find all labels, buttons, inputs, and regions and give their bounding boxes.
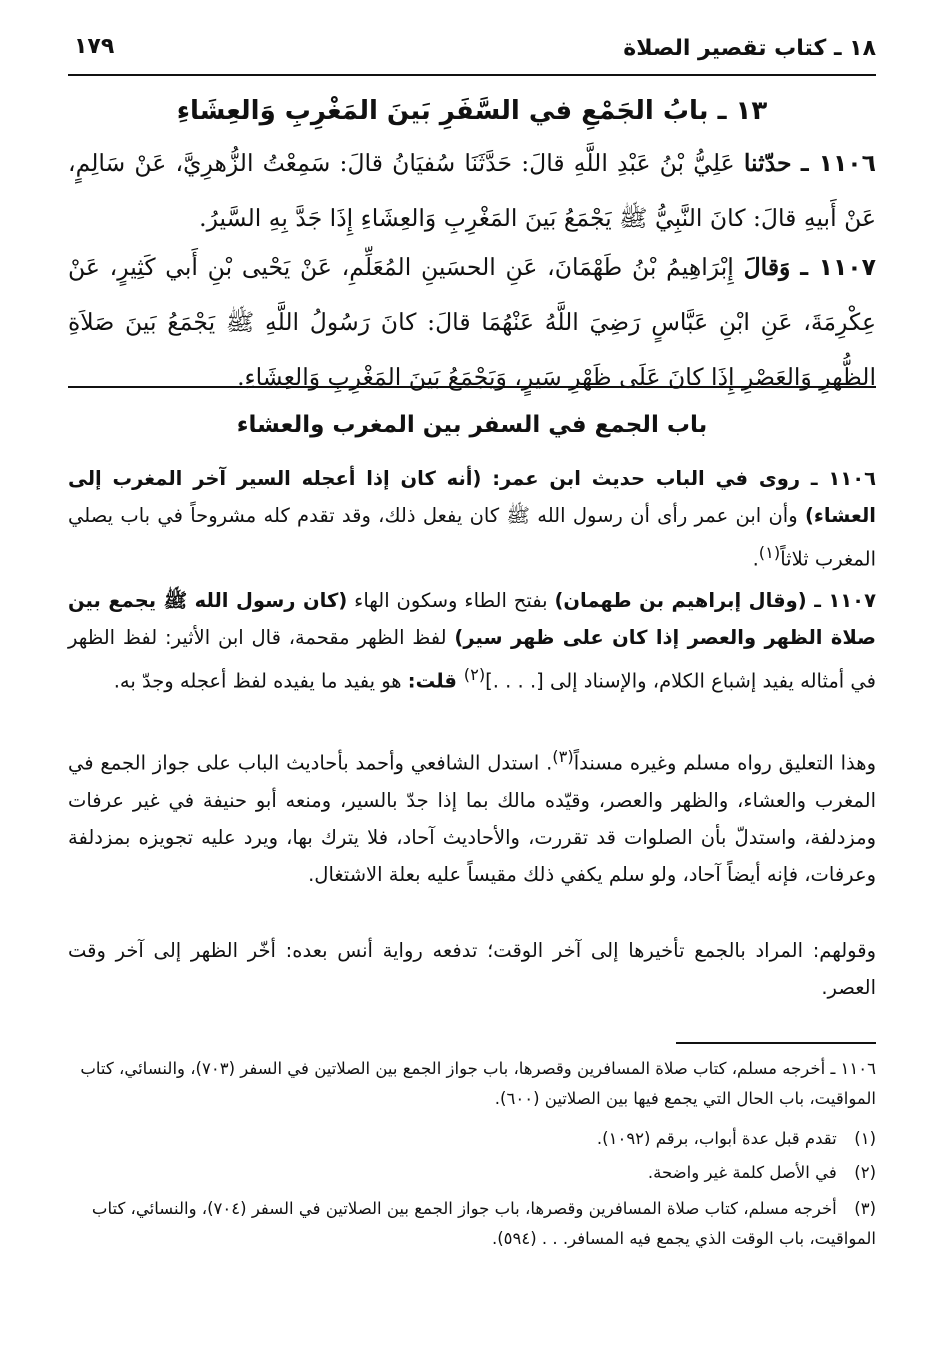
footnote-text: أخرجه مسلم، كتاب صلاة المسافرين وقصرها، باب جواز الجمع بين الصلاتين في السفر (٧٠٤)، والنسائي، كتاب المواقيت، باب الوقت الذي يجمع فيه المسافر. . . (٥٩٤). [91, 1199, 876, 1248]
footnote-ref-2[interactable]: (٢) [463, 665, 486, 684]
sharh-text: هو يفيد ما يفيده لفظ أعجله وجدّ به. [113, 669, 408, 693]
footnote-ref-1[interactable]: (١) [758, 543, 781, 562]
sharh-text: بفتح الطاء وسكون الهاء [347, 589, 555, 612]
footnote-number: (٣) [854, 1199, 876, 1218]
sharh-lead: ١١٠٧ ـ (وقال إبراهيم بن طهمان) [554, 589, 876, 612]
section-divider [68, 386, 876, 388]
running-header [68, 30, 876, 76]
sharh-paragraph-1107 [68, 582, 876, 700]
hadith-1106 [68, 136, 876, 246]
hadith-number: ١١٠٦ ـ [800, 149, 876, 177]
hadith-1107 [68, 240, 876, 405]
hadith-opening: وَقالَ [743, 253, 791, 281]
sharh-text: وأن ابن عمر رأى أن رسول الله ﷺ كان يفعل ذلك، وقد تقدم كله مشروحاً في باب يصلي المغرب ثلاثاً [68, 504, 876, 571]
hadith-opening: حدّثنا [743, 149, 792, 177]
sharh-paragraph-discussion [68, 738, 876, 893]
sharh-bab-title: باب الجمع في السفر بين المغرب والعشاء [236, 412, 708, 438]
sharh-paragraph-1106 [68, 460, 876, 578]
chapter-title: ١٨ ـ كتاب تقصير الصلاة [623, 36, 876, 61]
sharh-text: وقولهم: المراد بالجمع تأخيرها إلى آخر الوقت؛ تدفعه رواية أنس بعده: أخّر الظهر إلى آخر وقت العصر. [68, 939, 876, 999]
hadith-number: ١١٠٧ ـ [800, 253, 876, 281]
footnote-rule [676, 1042, 876, 1044]
footnote-1 [68, 1124, 876, 1154]
hadith-text: إِبْرَاهِيمُ بْنُ طَهْمَانَ، عَنِ الحسَينِ المُعَلِّمِ، عَنْ يَحْيى بْنِ أَبي كَثِيرٍ، عَنْ عِكْرِمَةَ، عَنِ ابْنِ عَبَّاسٍ رَضِيَ اللَّهُ عَنْهُمَا قالَ: كانَ رَسُولُ اللَّهِ ﷺ يَجْمَعُ بَينَ صَلاَةِ الظُّهرِ وَالعَصْرِ إِذَا كانَ عَلَى ظَهْرِ سَيرٍ، وَيَجْمَعُ بَينَ المَغْرِبِ وَالعِشَاءِ. [68, 253, 876, 391]
footnote-text: تقدم قبل عدة أبواب، برقم (١٠٩٢). [596, 1129, 837, 1148]
sharh-quote: (كان رسول الله ﷺ يجمع بين صلاة الظهر والعصر إذا كان على ظهر سير) [68, 589, 876, 649]
matn-bab-title: ١٣ ـ بابُ الجَمْعِ في السَّفَرِ بَينَ المَغْرِبِ وَالعِشَاءِ [176, 96, 768, 126]
footnote-3 [68, 1194, 876, 1254]
sharh-end: . [752, 547, 759, 571]
page-number: ١٧٩ [74, 34, 115, 59]
qultu-label: قلت: [407, 669, 464, 693]
footnote-ref-3[interactable]: (٣) [552, 747, 574, 766]
sharh-text: . استدل الشافعي وأحمد بأحاديث الباب على جواز الجمع في المغرب والعشاء، والظهر والعصر، وقيّده مالك بما إذا جدّ بالسير، ومنعه أبو حنيفة في غير عرفات ومزدلفة، واستدلّ بأن الصلوات قد تقررت، والأحاديث آحاد، فلا يترك بها، ويرد عليه تجويزه بمزدلفة وعرفات، فإنه أيضاً آحاد، ولو سلم يكفي ذلك مقيساً عليه بعلة الاشتغال. [68, 751, 876, 886]
footnote-number: (٢) [854, 1163, 876, 1182]
hadith-text: عَلِيُّ بْنُ عَبْدِ اللَّهِ قالَ: حَدَّثَنَا سُفيَانُ قالَ: سَمِعْتُ الزُّهرِيَّ، عَنْ سَالِمٍ، عَنْ أَبيهِ قالَ: كانَ النَّبِيُّ ﷺ يَجْمَعُ بَينَ المَغْرِبِ وَالعِشَاءِ إِذَا جَدَّ بِهِ السَّيرُ. [68, 149, 876, 232]
sharh-text: لفظ الظهر مقحمة، قال ابن الأثير: لفظ الظهر في أمثاله يفيد إشباع الكلام، والإسناد إلى [. . . .] [68, 626, 876, 693]
sharh-text: وهذا التعليق رواه مسلم وغيره مسنداً [573, 751, 876, 775]
footnote-number: ١١٠٦ ـ [830, 1059, 876, 1078]
footnote-text: في الأصل كلمة غير واضحة. [647, 1163, 837, 1182]
footnote-2 [68, 1158, 876, 1188]
footnote-number: (١) [854, 1129, 876, 1148]
sharh-lead: ١١٠٦ ـ روى في الباب حديث ابن عمر: (أنه كان إذا أعجله السير آخر المغرب إلى العشاء) [68, 467, 876, 527]
sharh-paragraph-rebuttal [68, 932, 876, 1006]
footnote-1106 [68, 1054, 876, 1114]
footnote-text: أخرجه مسلم، كتاب صلاة المسافرين وقصرها، باب جواز الجمع بين الصلاتين في السفر (٧٠٣)، والنسائي، كتاب المواقيت، باب الحال التي يجمع فيها بين الصلاتين (٦٠٠). [80, 1059, 876, 1108]
